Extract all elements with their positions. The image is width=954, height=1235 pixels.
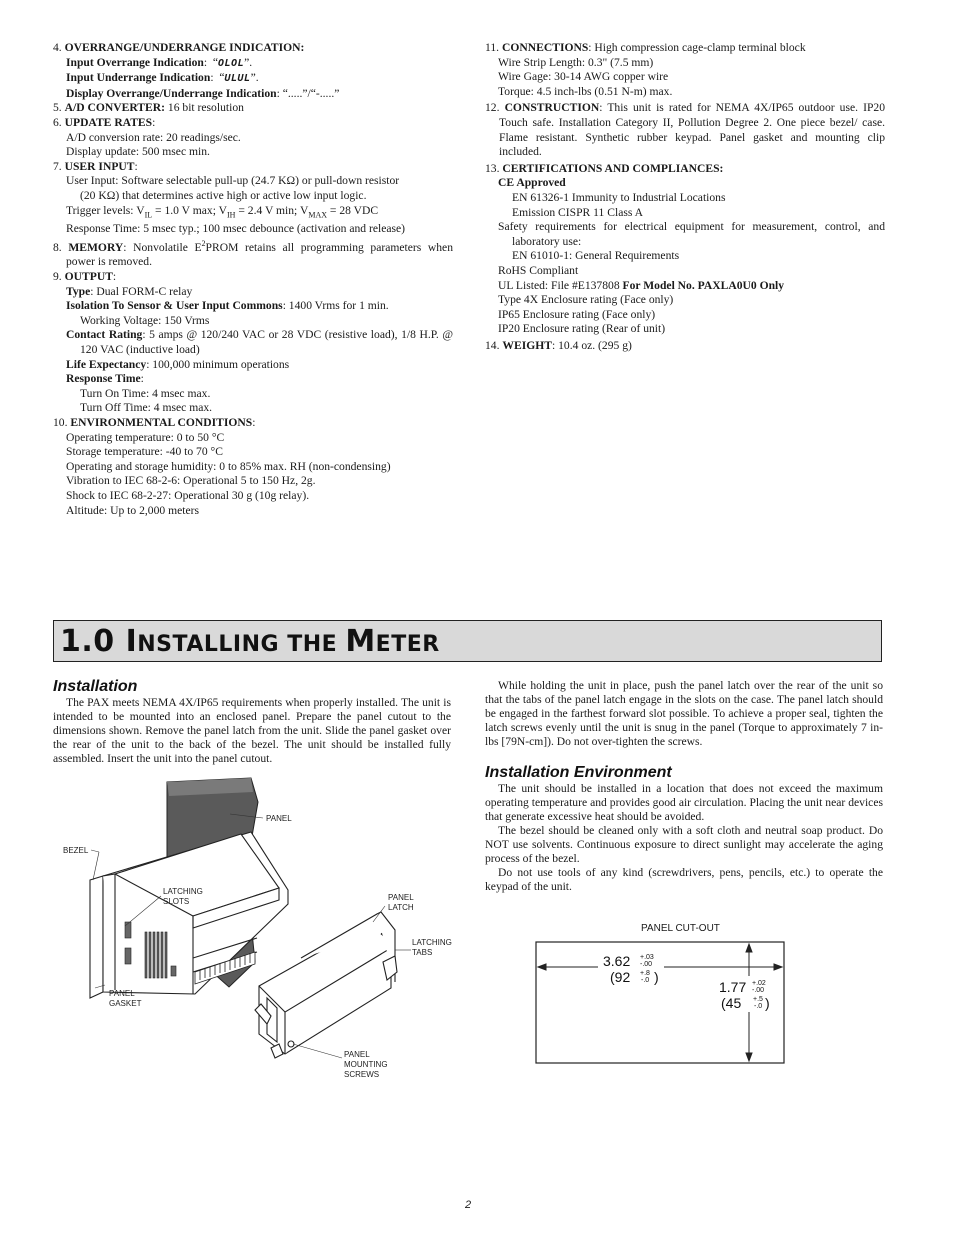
value: : “.....”/“-.....” (276, 86, 340, 100)
value: : 10.4 oz. (295 g) (552, 338, 632, 352)
subscript: IH (226, 209, 236, 219)
label: Display Overrange/Underrange Indication (66, 86, 277, 100)
section-header-bar (53, 620, 882, 662)
value: : High compression cage-clamp terminal block (588, 41, 806, 54)
value: : 5 amps @ 120/240 VAC or 28 VDC (resistive load), 1/8 H.P. @ 120 VAC (inductive load) (80, 328, 453, 357)
label-latching-tabs-1: LATCHING (412, 938, 452, 947)
label-latching-slots-1: LATCHING (163, 887, 203, 896)
width-mm-close: ) (654, 969, 659, 985)
spec-number: 8. (53, 240, 62, 254)
spec-overrange (53, 41, 453, 56)
spec-heading: WEIGHT (502, 338, 553, 352)
label-mounting-1: PANEL (344, 1050, 370, 1059)
title-smallcaps: ETER (375, 632, 440, 657)
spec-line: EN 61326-1 Immunity to Industrial Locations (512, 190, 726, 204)
label: Contact Rating (66, 328, 143, 342)
installation-diagram (55, 772, 475, 1088)
spec-number: 12. (485, 101, 500, 115)
spec-heading: A/D CONVERTER: (64, 101, 166, 115)
spec-line: A/D conversion rate: 20 readings/sec. (66, 130, 241, 144)
label: Input Underrange Indication (66, 71, 211, 85)
label-latching-tabs-2: TABS (412, 948, 433, 957)
spec-line: Turn On Time: 4 msec max. (80, 386, 211, 400)
spec-number: 6. (53, 115, 62, 129)
installation-paragraph-continued (485, 679, 883, 749)
spec-weight (485, 339, 885, 354)
spec-line: Vibration to IEC 68-2-6: Operational 5 to 150 Hz, 2g. (66, 474, 316, 488)
height-mm-close: ) (765, 995, 770, 1011)
spec-line: Shock to IEC 68-2-27: Operational 30 g (10g relay). (66, 488, 310, 502)
spec-line (53, 299, 453, 314)
spec-construction (485, 101, 885, 159)
lcd-text: OLOL (218, 57, 245, 69)
spec-line: Wire Gage: 30-14 AWG copper wire (498, 70, 669, 84)
height-inch-tol-minus: -.00 (752, 987, 765, 994)
spec-line (485, 176, 885, 191)
value: : 100,000 minimum operations (146, 357, 290, 371)
text: Trigger levels: V (66, 203, 145, 217)
spec-heading: OUTPUT (64, 270, 113, 284)
spec-heading: OVERRANGE/UNDERRANGE INDICATION: (64, 41, 305, 54)
title-smallcaps: THE (279, 632, 346, 657)
specs-left-column (53, 41, 453, 518)
spec-environmental: 10. ENVIRONMENTAL CONDITIONS: (53, 416, 256, 430)
spec-number: 4. (53, 41, 62, 54)
cutout-outline (536, 942, 784, 1063)
spec-line: Safety requirements for electrical equipment for measurement, control, and laboratory use: (498, 220, 885, 248)
paragraph: While holding the unit in place, push the panel latch over the rear of the unit so that the tabs of the panel latch engage in the slots on the case. The panel latch should be engaged in the farthest forward slot possible. To achieve a proper seal, tighten the latch screws evenly until the unit is snug in the panel (Torque to approximately 7 in-lbs [79N-cm]). Do not over-tighten the screws. (485, 679, 883, 748)
superscript: 2 (201, 239, 206, 249)
value: 16 bit resolution (165, 101, 244, 115)
paragraph: Do not use tools of any kind (screwdrivers, pens, pencils, etc.) to operate the keypad of the unit. (485, 866, 883, 893)
label-panel: PANEL (266, 814, 292, 823)
spec-line: RoHS Compliant (498, 263, 579, 277)
spec-number: 7. (53, 159, 62, 173)
label-mounting-2: MOUNTING (344, 1060, 388, 1069)
text: = 28 VDC (327, 203, 379, 217)
paragraph: The PAX meets NEMA 4X/IP65 requirements when properly installed. The unit is intended to be mounted into an enclosed panel. Prepare the panel cutout to the dimensions shown. Remove the panel latch from the unit. Slide the panel gasket over the rear of the unit to the back of the bezel. The unit should be installed fully assembled. Insert the unit into the panel cutout. (53, 696, 451, 765)
text: : Nonvolatile E (123, 240, 202, 254)
spec-line (53, 358, 453, 373)
spec-connections (485, 41, 885, 56)
spec-number: 5. (53, 101, 62, 115)
spec-line: Response Time: (66, 372, 144, 386)
height-mm-tol-minus: -.0 (754, 1003, 763, 1010)
subscript: IL (144, 209, 153, 219)
spec-memory (53, 237, 453, 270)
value: : 1400 Vrms for 1 min. (282, 299, 389, 313)
installation-heading: Installation (53, 678, 138, 695)
spec-line: (20 KΩ) that determines active high or active low input logic. (80, 188, 367, 202)
label-latching-slots-2: SLOTS (163, 897, 190, 906)
cutout-title: PANEL CUT-OUT (641, 923, 720, 934)
spec-line: Torque: 4.5 inch-lbs (0.51 N-m) max. (498, 84, 673, 98)
text: = 1.0 V max; V (152, 203, 227, 217)
height-mm: (45 (721, 995, 742, 1011)
label-panel-latch-1: PANEL (388, 893, 414, 902)
spec-ad-converter (53, 101, 453, 116)
spec-line: Wire Strip Length: 0.3" (7.5 mm) (498, 55, 654, 69)
spec-update-rates: 6. UPDATE RATES: (53, 115, 156, 129)
spec-line (53, 328, 453, 357)
label: Isolation To Sensor & User Input Commons (66, 299, 283, 313)
title-cap: I (125, 624, 138, 659)
spec-line: Response Time: 5 msec typ.; 100 msec debounce (activation and release) (66, 222, 406, 236)
lcd-text: ULUL (224, 73, 251, 85)
panel-latch (255, 912, 397, 1058)
spec-line: Display update: 500 msec min. (66, 145, 210, 159)
spec-line: IP20 Enclosure rating (Rear of unit) (498, 322, 666, 336)
spec-heading: CONNECTIONS (501, 41, 589, 54)
label: Life Expectancy (66, 357, 147, 371)
spec-heading: MEMORY (68, 240, 124, 254)
panel-cutout-diagram (530, 938, 790, 1068)
label-panel-gasket-2: GASKET (109, 999, 142, 1008)
spec-line (485, 279, 885, 294)
specs-right-column (485, 41, 885, 353)
spec-line (53, 87, 453, 102)
width-mm: (92 (610, 969, 631, 985)
spec-output: 9. OUTPUT: (53, 270, 117, 284)
label-mounting-3: SCREWS (344, 1070, 380, 1079)
paragraph: The bezel should be cleaned only with a soft cloth and neutral soap product. Do NOT use solvents. Continuous exposure to direct sunlight may accelerate the aging process of the bezel. (485, 824, 883, 865)
spec-heading: USER INPUT (64, 159, 135, 173)
spec-line: Working Voltage: 150 Vrms (80, 313, 210, 327)
title-cap: M (345, 624, 376, 659)
width-mm-tol-minus: -.0 (641, 977, 650, 984)
spec-heading: CONSTRUCTION (504, 101, 600, 115)
spec-line (53, 285, 453, 300)
paragraph: The unit should be installed in a location that does not exceed the maximum operating temperature and provides good air circulation. Placing the unit near devices that generate excessive heat should be avoided. (485, 782, 883, 823)
spec-line: Input Overrange Indication: “OLOL”. (66, 55, 253, 69)
page-number: 2 (465, 1199, 472, 1211)
spec-line: Input Underrange Indication: “ULUL”. (66, 71, 259, 85)
spec-line: Operating temperature: 0 to 50 °C (66, 430, 225, 444)
meter-unit (90, 832, 288, 998)
spec-user-input: 7. USER INPUT: (53, 159, 138, 173)
section-title (60, 622, 440, 665)
spec-line: EN 61010-1: General Requirements (512, 249, 680, 263)
spec-line (53, 204, 453, 223)
spec-line: IP65 Enclosure rating (Face only) (498, 307, 656, 321)
spec-number: 14. (485, 338, 500, 352)
section-number: 1.0 (60, 624, 126, 659)
title-smallcaps: NSTALLING (137, 632, 280, 657)
value: : This unit is rated for NEMA 4X/IP65 outdoor use. IP20 Touch safe. Installation Category II, Pollution Degree 2. One piece bezel/ case. Flame resistant. Synthetic rubber keypad. Panel gasket and mounting clip included. (499, 101, 885, 159)
label-panel-gasket-1: PANEL (109, 989, 135, 998)
installation-paragraph (53, 696, 451, 766)
label: Input Overrange Indication (66, 55, 204, 69)
spec-number: 9. (53, 270, 62, 284)
label: Response Time (66, 372, 141, 386)
spec-line: Type 4X Enclosure rating (Face only) (498, 293, 674, 307)
label: Type (66, 284, 91, 298)
spec-heading: ENVIRONMENTAL CONDITIONS (70, 416, 253, 430)
width-mm-tol-plus: +.8 (640, 970, 650, 977)
text: For Model No. PAXLA0U0 Only (622, 278, 785, 292)
spec-number: 10. (53, 416, 68, 430)
width-inch-tol-minus: -.00 (640, 961, 653, 968)
environment-heading: Installation Environment (485, 764, 672, 781)
spec-heading: UPDATE RATES (64, 115, 153, 129)
label-panel-latch-2: LATCH (388, 903, 414, 912)
width-inches: 3.62 (603, 953, 631, 969)
label: CE Approved (498, 176, 566, 190)
spec-line: Emission CISPR 11 Class A (512, 205, 643, 219)
spec-line: Altitude: Up to 2,000 meters (66, 503, 199, 517)
text: = 2.4 V min; V (235, 203, 309, 217)
spec-number: 11. (485, 41, 500, 54)
label-bezel: BEZEL (63, 846, 89, 855)
spec-line: Turn Off Time: 4 msec max. (80, 401, 213, 415)
height-inches: 1.77 (719, 979, 747, 995)
value: : Dual FORM-C relay (90, 284, 193, 298)
height-mm-tol-plus: +.5 (753, 996, 763, 1003)
spec-line: User Input: Software selectable pull-up (24.7 KΩ) or pull-down resistor (66, 174, 400, 188)
spec-line: Storage temperature: -40 to 70 °C (66, 445, 223, 459)
text: UL Listed: File #E137808 (498, 278, 623, 292)
text: PROM retains all programming parameters when power is removed. (66, 240, 453, 269)
spec-number: 13. (485, 161, 500, 175)
width-inch-tol-plus: +.03 (640, 954, 654, 961)
spec-heading: CERTIFICATIONS AND COMPLIANCES: (502, 161, 724, 175)
spec-certifications (485, 162, 885, 177)
height-inch-tol-plus: +.02 (752, 980, 766, 987)
environment-paragraphs (485, 782, 883, 894)
subscript: MAX (308, 209, 328, 219)
spec-line: Operating and storage humidity: 0 to 85% max. RH (non-condensing) (66, 459, 391, 473)
